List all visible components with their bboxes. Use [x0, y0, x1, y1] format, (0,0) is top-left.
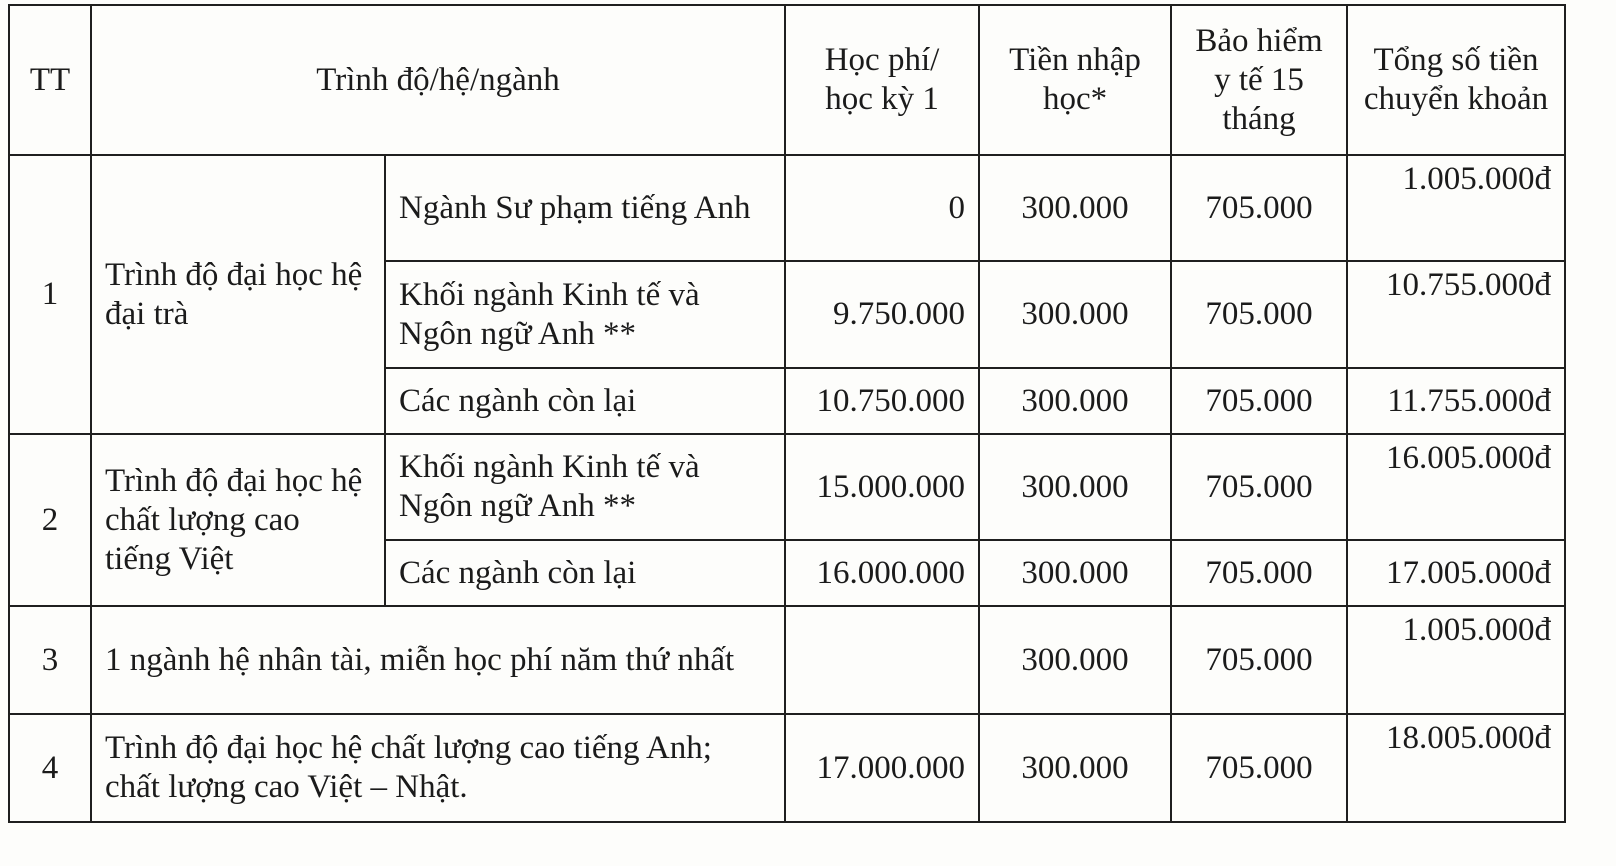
major-cell: Khối ngành Kinh tế và Ngôn ngữ Anh ** [385, 261, 785, 368]
insurance-cell: 705.000 [1171, 540, 1347, 606]
row-number: 2 [9, 434, 91, 606]
insurance-cell: 705.000 [1171, 714, 1347, 822]
tuition-cell: 9.750.000 [785, 261, 979, 368]
header-tuition: Học phí/ học kỳ 1 [785, 5, 979, 155]
enrollment-cell: 300.000 [979, 155, 1171, 261]
total-cell: 1.005.000đ [1347, 606, 1565, 714]
table-row [9, 714, 1565, 822]
enrollment-cell: 300.000 [979, 714, 1171, 822]
tuition-cell: 0 [785, 155, 979, 261]
table-row [9, 155, 1565, 261]
enrollment-cell: 300.000 [979, 368, 1171, 434]
total-cell: 1.005.000đ [1347, 155, 1565, 261]
tuition-cell: 15.000.000 [785, 434, 979, 540]
insurance-cell: 705.000 [1171, 261, 1347, 368]
row-number: 1 [9, 155, 91, 434]
table-row [9, 606, 1565, 714]
enrollment-cell: 300.000 [979, 606, 1171, 714]
header-insurance: Bảo hiểm y tế 15 tháng [1171, 5, 1347, 155]
enrollment-cell: 300.000 [979, 261, 1171, 368]
header-row [9, 5, 1565, 155]
tuition-cell: 10.750.000 [785, 368, 979, 434]
level-cell: 1 ngành hệ nhân tài, miễn học phí năm thứ nhất [91, 606, 785, 714]
row-number: 3 [9, 606, 91, 714]
total-cell: 18.005.000đ [1347, 714, 1565, 822]
level-cell: Trình độ đại học hệ đại trà [91, 155, 385, 434]
header-program: Trình độ/hệ/ngành [91, 5, 785, 155]
level-cell: Trình độ đại học hệ chất lượng cao tiếng Anh; chất lượng cao Việt – Nhật. [91, 714, 785, 822]
tuition-cell [785, 606, 979, 714]
total-cell: 17.005.000đ [1347, 540, 1565, 606]
total-cell: 11.755.000đ [1347, 368, 1565, 434]
total-cell: 16.005.000đ [1347, 434, 1565, 540]
total-cell: 10.755.000đ [1347, 261, 1565, 368]
header-enrollment: Tiền nhập học* [979, 5, 1171, 155]
header-tt: TT [9, 5, 91, 155]
major-cell: Ngành Sư phạm tiếng Anh [385, 155, 785, 261]
enrollment-cell: 300.000 [979, 434, 1171, 540]
insurance-cell: 705.000 [1171, 434, 1347, 540]
tuition-cell: 16.000.000 [785, 540, 979, 606]
insurance-cell: 705.000 [1171, 368, 1347, 434]
insurance-cell: 705.000 [1171, 155, 1347, 261]
insurance-cell: 705.000 [1171, 606, 1347, 714]
tuition-fee-table [8, 4, 1566, 823]
major-cell: Các ngành còn lại [385, 540, 785, 606]
major-cell: Các ngành còn lại [385, 368, 785, 434]
table-row [9, 434, 1565, 540]
tuition-cell: 17.000.000 [785, 714, 979, 822]
enrollment-cell: 300.000 [979, 540, 1171, 606]
major-cell: Khối ngành Kinh tế và Ngôn ngữ Anh ** [385, 434, 785, 540]
header-total: Tổng số tiền chuyển khoản [1347, 5, 1565, 155]
row-number: 4 [9, 714, 91, 822]
level-cell: Trình độ đại học hệ chất lượng cao tiếng Việt [91, 434, 385, 606]
